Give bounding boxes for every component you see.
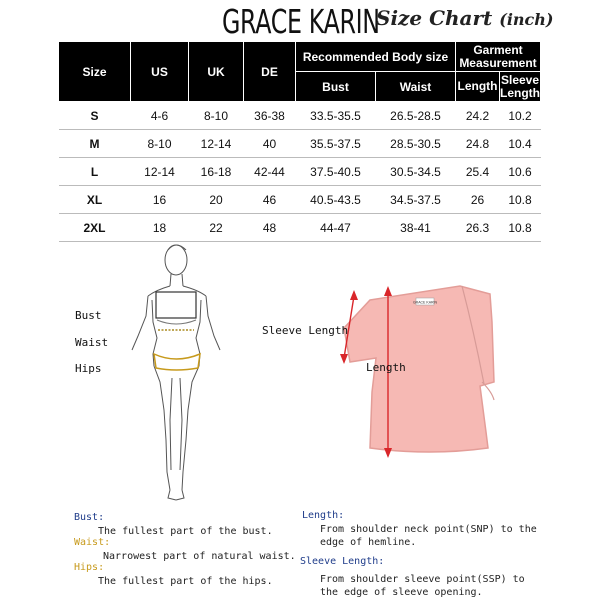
cell-size: S <box>59 102 131 130</box>
cell-uk: 20 <box>189 186 244 214</box>
table-row <box>59 102 541 130</box>
definition-text-waist: Narrowest part of natural waist. <box>103 551 296 562</box>
cell-sleeve: 10.4 <box>500 130 541 158</box>
cell-de: 40 <box>244 130 296 158</box>
cell-length: 26.3 <box>456 214 500 242</box>
definition-term-length: Length: <box>302 510 345 521</box>
body-sketch-illustration <box>110 240 250 508</box>
cell-uk: 8-10 <box>189 102 244 130</box>
definition-text-sleeve-1: From shoulder sleeve point(SSP) to <box>320 574 525 585</box>
cell-bust: 33.5-35.5 <box>296 102 376 130</box>
header-sleeve: Sleeve Length <box>500 72 540 100</box>
cell-de: 46 <box>244 186 296 214</box>
cell-waist: 34.5-37.5 <box>376 186 456 214</box>
definition-term-hips: Hips: <box>74 562 105 573</box>
cell-us: 8-10 <box>131 130 189 158</box>
definition-term-waist: Waist: <box>74 537 111 548</box>
cell-size: 2XL <box>59 214 131 242</box>
garment-label-sleeve: Sleeve Length <box>262 324 349 337</box>
definition-text-length-2: edge of hemline. <box>320 537 417 548</box>
header <box>0 0 600 41</box>
definition-text-length-1: From shoulder neck point(SNP) to the <box>320 524 537 535</box>
cell-size: L <box>59 158 131 186</box>
cell-us: 16 <box>131 186 189 214</box>
header-bust: Bust <box>296 72 376 102</box>
header-uk: UK <box>189 42 244 102</box>
header-waist: Waist <box>376 72 456 102</box>
cell-us: 12-14 <box>131 158 189 186</box>
brand-logo: GRACE KARIN <box>222 2 380 41</box>
cell-length: 26 <box>456 186 500 214</box>
cell-uk: 22 <box>189 214 244 242</box>
cell-bust: 40.5-43.5 <box>296 186 376 214</box>
figure-area <box>0 236 600 600</box>
cell-sleeve: 10.6 <box>500 158 541 186</box>
cell-sleeve: 10.8 <box>500 214 541 242</box>
chart-unit: (inch) <box>499 10 554 29</box>
cell-bust: 35.5-37.5 <box>296 130 376 158</box>
cell-bust: 44-47 <box>296 214 376 242</box>
header-recommended: Recommended Body size <box>296 42 456 72</box>
cell-de: 36-38 <box>244 102 296 130</box>
cell-waist: 38-41 <box>376 214 456 242</box>
definition-term-bust: Bust: <box>74 512 105 523</box>
header-us: US <box>131 42 189 102</box>
cell-length: 25.4 <box>456 158 500 186</box>
size-table <box>58 41 541 242</box>
chart-title <box>376 6 553 30</box>
table-row <box>59 130 541 158</box>
cell-sleeve: 10.2 <box>500 102 541 130</box>
cell-waist: 28.5-30.5 <box>376 130 456 158</box>
cell-sleeve: 10.8 <box>500 186 541 214</box>
chart-title-text: Size Chart <box>376 6 493 30</box>
header-de: DE <box>244 42 296 102</box>
definition-text-bust: The fullest part of the bust. <box>98 526 273 537</box>
body-label-hips: Hips <box>75 362 102 375</box>
garment-tag: GRACE KARIN <box>412 300 438 305</box>
definition-term-sleeve: Sleeve Length: <box>300 556 385 567</box>
cell-us: 18 <box>131 214 189 242</box>
cell-us: 4-6 <box>131 102 189 130</box>
body-label-bust: Bust <box>75 309 102 322</box>
cell-waist: 30.5-34.5 <box>376 158 456 186</box>
garment-label-length: Length <box>366 361 406 374</box>
table-row <box>59 158 541 186</box>
header-size: Size <box>59 42 131 102</box>
cell-length: 24.2 <box>456 102 500 130</box>
cell-bust: 37.5-40.5 <box>296 158 376 186</box>
cell-waist: 26.5-28.5 <box>376 102 456 130</box>
cell-de: 42-44 <box>244 158 296 186</box>
header-length: Length <box>456 72 500 102</box>
cell-uk: 12-14 <box>189 130 244 158</box>
cell-de: 48 <box>244 214 296 242</box>
body-label-waist: Waist <box>75 336 109 349</box>
cell-uk: 16-18 <box>189 158 244 186</box>
definition-text-hips: The fullest part of the hips. <box>98 576 273 587</box>
table-row <box>59 186 541 214</box>
cell-size: XL <box>59 186 131 214</box>
cell-size: M <box>59 130 131 158</box>
header-garment: Garment Measurement <box>456 42 541 72</box>
cell-length: 24.8 <box>456 130 500 158</box>
definition-text-sleeve-2: the edge of sleeve opening. <box>320 587 483 598</box>
